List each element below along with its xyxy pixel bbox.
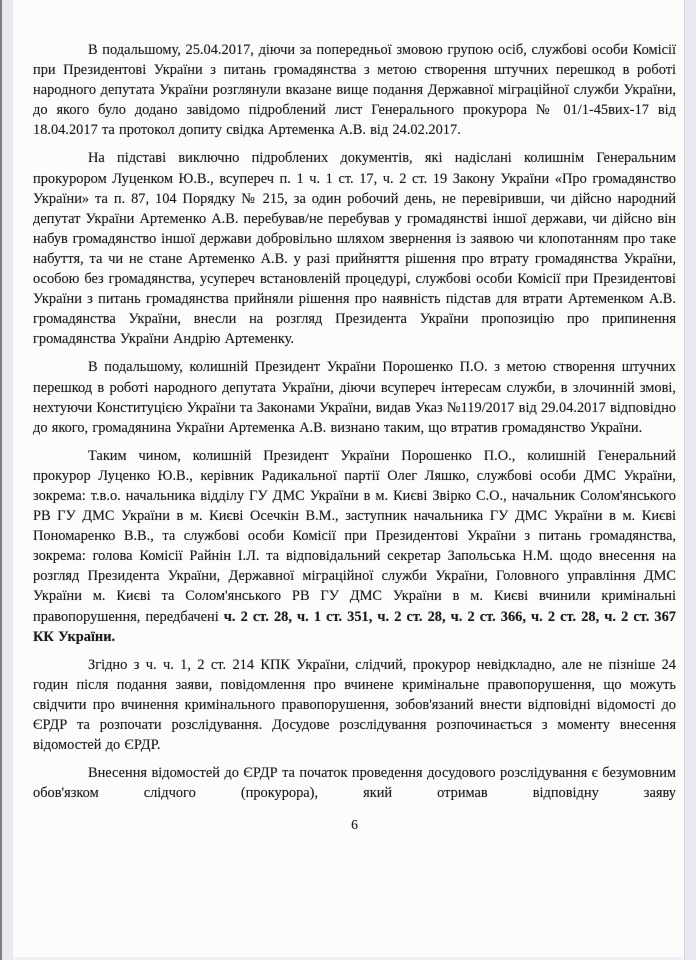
paragraph-6: Внесення відомостей до ЄРДР та початок проведення досудового розслідування є безумовним обов'язком слідчого (прокурора), який отримав відповідну заяву <box>33 765 676 802</box>
paragraph-4-text: Таким чином, колишній Президент України Порошенко П.О., колишній Генеральний прокурор Луценко Ю.В., керівник Радикальної партії Олег Ляшко, службові особи ДМС України, зокрема: т.в.о. начальника відділу ГУ ДМС України в м. Києві Звірко С.О., начальник Солом'янського РВ ГУ ДМС України в м. Києві Осечкін В.М., заступник начальника ГУ ДМС України в м. Києві Пономаренко В.В., та службові особи Комісії при Президентові України з питань громадянства, зокрема: голова Комісії Райнін І.Л. та відповідальний секретар Запольська Н.М. щодо внесення на розгляд Президента України, Державної міграційної служби України, Головного управління ДМС України м. Києві та Солом'янського РВ ГУ ДМС України в м. Києві вчинили кримінальні правопорушення, передбачені <box>33 447 676 625</box>
document-page <box>13 0 684 957</box>
paragraph-3: В подальшому, колишній Президент України Порошенко П.О. з метою створення штучних перешкод в роботі народного депутата України, діючи всупереч інтересам служби, в злочинній змові, нехтуючи Конституцією України та Законами України, видав Указ №119/2017 від 29.04.2017 відповідно до якого, громадянина України Артеменка А.В. визнано таким, що втратив громадянство України. <box>33 359 676 436</box>
paragraph-2: На підставі виключно підроблених документів, які надіслані колишнім Генеральним прокурором Луценком Ю.В., всупереч п. 1 ч. 1 ст. 17, ч. 2 ст. 19 Закону України «Про громадянство України» та п. 87, 104 Порядку № 215, за один робочий день, не перевіривши, чи дійсно народний депутат України Артеменко А.В. перебував/не перебував у громадянстві іншої держави, чи дійсно він набув громадянство іншої держави добровільно шляхом звернення із заявою чи клопотанням про таке набуття, та чи не стане Артеменко А.В. у разі прийняття рішення про втрату громадянства України, особою без громадянства, усупереч встановленій процедурі, службові особи Комісії при Президентові України з питань громадянства прийняли рішення про наявність підстав для втрати Артеменком А.В. громадянства України, внесли на розгляд Президента України пропозицію про припинення громадянства України Андрію Артеменку. <box>33 150 676 348</box>
paragraph-1: В подальшому, 25.04.2017, діючи за попередньої змовою групою осіб, службові особи Комісії при Президентові України з питань громадянства з метою створення штучних перешкод в роботі народного депутата України розглянули вказане вище подання Державної міграційної служби України, до якого було додано завідомо підроблений лист Генерального прокурора № 01/1-45вих-17 від 18.04.2017 та протокол допиту свідка Артеменка А.В. від 24.02.2017. <box>33 42 676 139</box>
scan-left-edge <box>0 0 13 960</box>
page-number: 6 <box>351 817 358 833</box>
paragraph-4 <box>33 446 676 647</box>
criminal-articles-bold-text: ч. 2 ст. 28, ч. 1 ст. 351, ч. 2 ст. 28, ч. 2 ст. 366, ч. 2 ст. 28, ч. 2 ст. 367 КК України. <box>33 608 676 645</box>
scan-right-edge <box>684 0 696 960</box>
paragraph-5: Згідно з ч. ч. 1, 2 ст. 214 КПК України, слідчий, прокурор невідкладно, але не пізніше 24 годин після подання заяви, повідомлення про вчинене кримінальне правопорушення, що можуть свідчити про вчинення кримінального правопорушення, зобов'язаний внести відповідні відомості до ЄРДР та розпочати розслідування. Досудове розслідування розпочинається з моменту внесення відомостей до ЄРДР. <box>33 656 676 754</box>
